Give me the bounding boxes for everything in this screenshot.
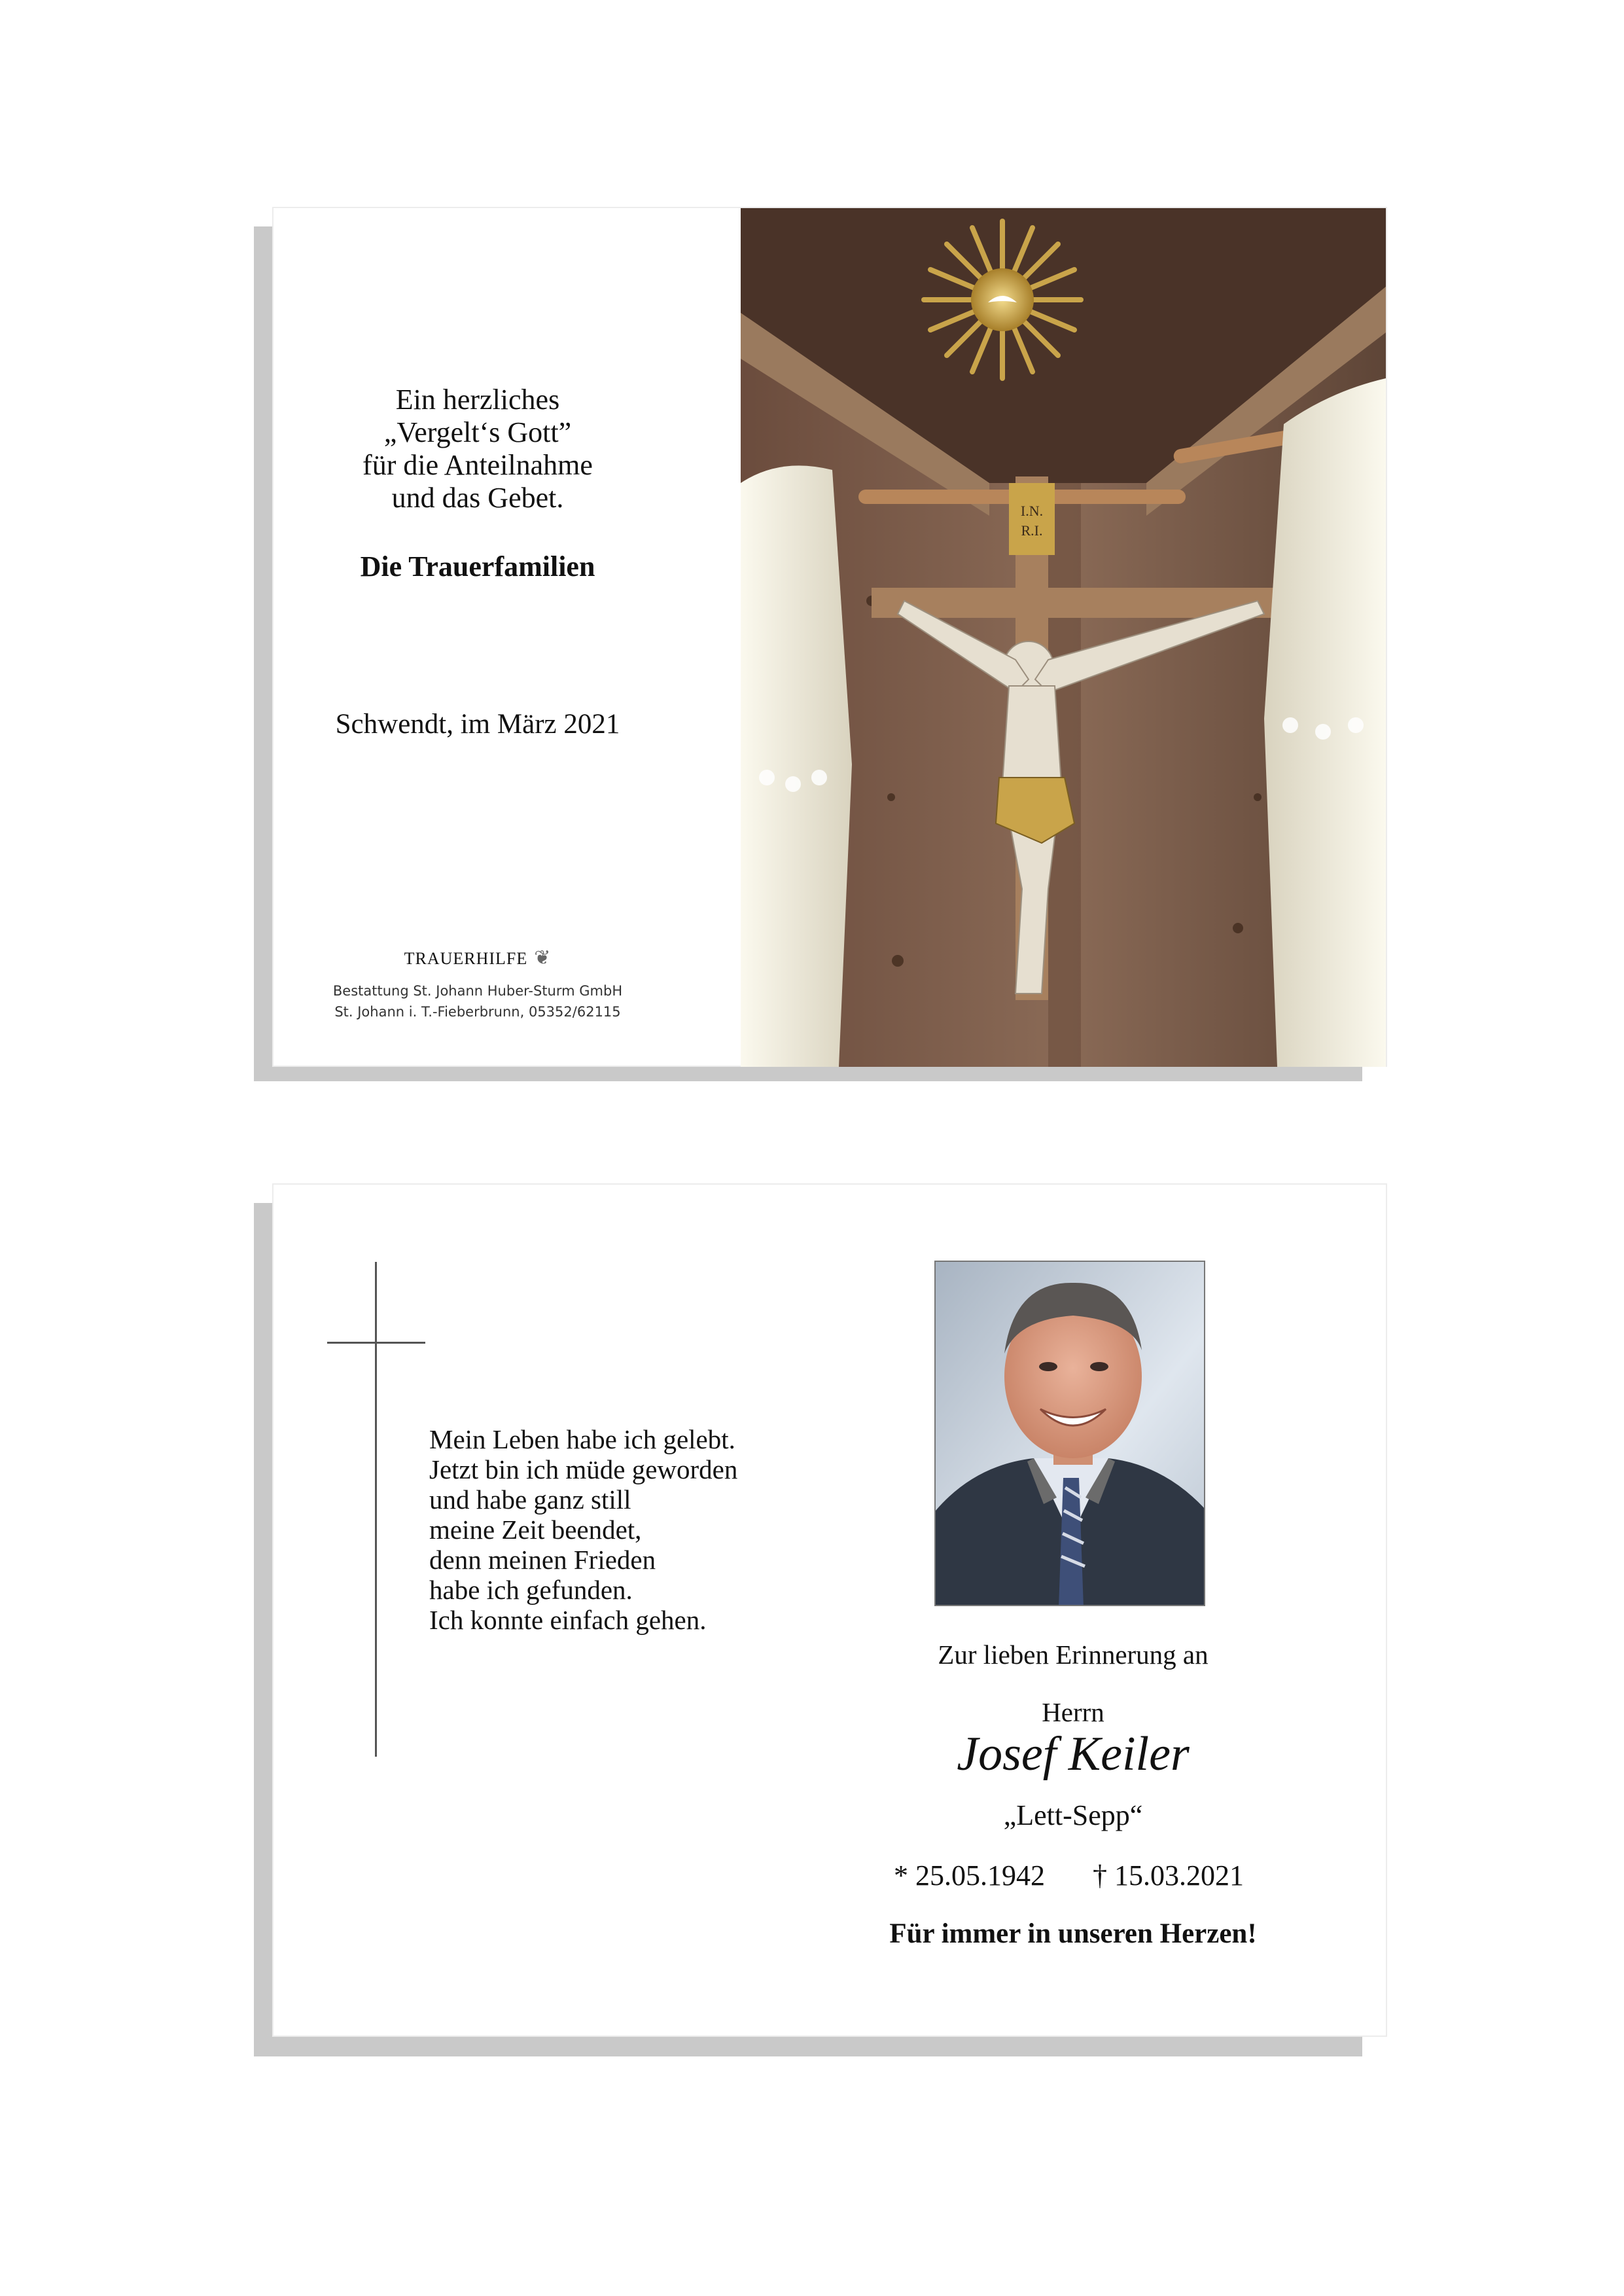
deceased-name: Josef Keiler bbox=[957, 1727, 1190, 1781]
poem-line: Mein Leben habe ich gelebt. bbox=[429, 1424, 735, 1454]
funeral-home-brand-text: TRAUERHILFE bbox=[404, 949, 528, 968]
poem-line: habe ich gefunden. bbox=[429, 1575, 633, 1605]
thanks-line: Ein herzliches bbox=[395, 384, 560, 416]
crucifix-photo bbox=[741, 208, 1386, 1067]
funeral-home-brand bbox=[288, 946, 667, 969]
thanks-line: für die Anteilnahme bbox=[362, 449, 593, 481]
families-signature: Die Trauerfamilien bbox=[360, 550, 595, 583]
funeral-home-line: St. Johann i. T.-Fieberbrunn, 05352/62115 bbox=[334, 1004, 621, 1020]
thanks-line: und das Gebet. bbox=[391, 482, 564, 514]
death-date: † 15.03.2021 bbox=[1093, 1859, 1244, 1892]
poem-line: Ich konnte einfach gehen. bbox=[429, 1605, 707, 1635]
cross-icon bbox=[375, 1262, 377, 1757]
poem-line: denn meinen Frieden bbox=[429, 1545, 656, 1575]
nickname: „Lett-Sepp“ bbox=[1003, 1799, 1143, 1831]
portrait-photo bbox=[934, 1261, 1205, 1606]
memory-text: Zur lieben Erinnerung an bbox=[938, 1640, 1209, 1670]
funeral-home-line: Bestattung St. Johann Huber-Sturm GmbH bbox=[332, 983, 623, 999]
place-date: Schwendt, im März 2021 bbox=[335, 709, 620, 740]
poem bbox=[429, 1424, 737, 1635]
thanks-line: „Vergelt‘s Gott” bbox=[383, 416, 572, 448]
poem-line: meine Zeit beendet, bbox=[429, 1515, 642, 1545]
svg-text:I.N.: I.N. bbox=[1020, 503, 1044, 519]
thanks-text bbox=[288, 384, 667, 514]
svg-text:R.I.: R.I. bbox=[1021, 522, 1043, 539]
birth-date: * 25.05.1942 bbox=[894, 1859, 1045, 1892]
cross-icon-bar bbox=[327, 1342, 425, 1344]
poem-line: Jetzt bin ich müde geworden bbox=[429, 1454, 738, 1484]
salutation: Herrn bbox=[1042, 1697, 1104, 1727]
motto: Für immer in unseren Herzen! bbox=[889, 1918, 1257, 1949]
poem-line: und habe ganz still bbox=[429, 1484, 631, 1515]
dove-icon: ❦ bbox=[534, 947, 552, 969]
